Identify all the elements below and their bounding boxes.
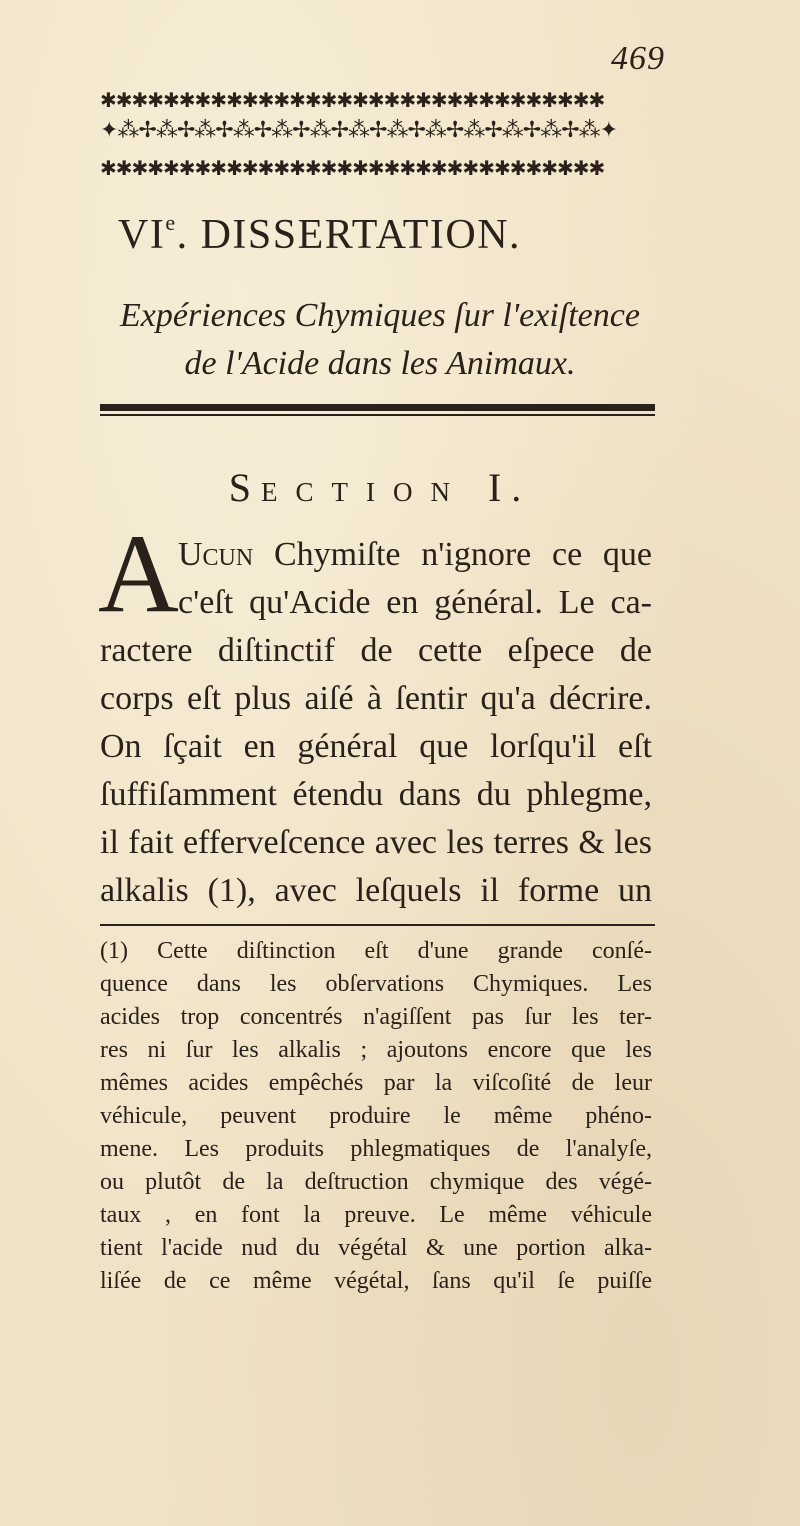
section-small-caps: ECTION <box>260 477 468 507</box>
double-rule-divider <box>100 404 655 416</box>
footnote-line-6: véhicule, peuvent produire le même phéno- <box>100 1103 652 1129</box>
body-line-6: ſuffiſamment étendu dans du phlegme, <box>100 776 652 813</box>
footnote-line-5: mêmes acides empêchés par la viſcoſité de leur <box>100 1070 652 1096</box>
footnote-line-8: ou plutôt de la deſtruction chymique des végé- <box>100 1169 652 1195</box>
dissertation-title <box>118 210 521 259</box>
drop-cap: A <box>98 512 179 636</box>
ornament-bottom-row: ✱✱✱✱✱✱✱✱✱✱✱✱✱✱✱✱✱✱✱✱✱✱✱✱✱✱✱✱✱✱✱✱ <box>100 156 605 180</box>
rule-thick <box>100 404 655 411</box>
body-line-2: c'eſt qu'Acide en général. Le ca- <box>178 584 652 621</box>
footnote-line-7: mene. Les produits phlegmatiques de l'analyſe, <box>100 1136 652 1162</box>
ornament-middle-row: ✦⁂✢⁂✢⁂✢⁂✢⁂✢⁂✢⁂✢⁂✢⁂✢⁂✢⁂✢⁂✢⁂✦ <box>100 118 618 143</box>
page-number: 469 <box>611 40 665 77</box>
body-line-1 <box>178 536 652 574</box>
dissertation-number: VI <box>118 212 166 258</box>
body-line-1-caps: Ucun <box>178 536 254 573</box>
body-line-1-rest: Chymiſte n'ignore ce que <box>253 536 652 573</box>
ornament-top-row: ✱✱✱✱✱✱✱✱✱✱✱✱✱✱✱✱✱✱✱✱✱✱✱✱✱✱✱✱✱✱✱✱ <box>100 88 605 112</box>
body-line-7: il fait efferveſcence avec les terres & les <box>100 824 652 861</box>
body-line-4: corps eſt plus aiſé à ſentir qu'a décrire. <box>100 680 652 717</box>
section-number: I. <box>487 465 532 510</box>
footnote-line-2: quence dans les obſervations Chymiques. Les <box>100 971 652 997</box>
subtitle-line-2: de l'Acide dans les Animaux. <box>184 345 576 382</box>
dissertation-superscript: e <box>165 210 177 235</box>
footnote-line-10: tient l'acide nud du végétal & une portion alka- <box>100 1235 652 1261</box>
footnote-rule <box>100 924 655 926</box>
body-line-3: ractere diſtinctif de cette eſpece de <box>100 632 652 669</box>
footnote-line-3: acides trop concentrés n'agiſſent pas ſur les ter- <box>100 1004 652 1030</box>
body-line-5: On ſçait en général que lorſqu'il eſt <box>100 728 652 765</box>
section-initial: S <box>228 465 261 510</box>
subtitle-line-1: Expériences Chymiques ſur l'exiſtence <box>120 297 640 334</box>
section-heading <box>100 464 660 511</box>
footnote-line-4: res ni ſur les alkalis ; ajoutons encore que les <box>100 1037 652 1063</box>
body-line-8: alkalis (1), avec leſquels il forme un <box>100 872 652 909</box>
footnote-line-9: taux , en font la preuve. Le même véhicule <box>100 1202 652 1228</box>
footnote-line-1: (1) Cette diſtinction eſt d'une grande conſé- <box>100 938 652 964</box>
rule-thin <box>100 414 655 416</box>
footnote-line-11: liſée de ce même végétal, ſans qu'il ſe puiſſe <box>100 1268 652 1294</box>
dissertation-label: . DISSERTATION. <box>176 212 522 258</box>
